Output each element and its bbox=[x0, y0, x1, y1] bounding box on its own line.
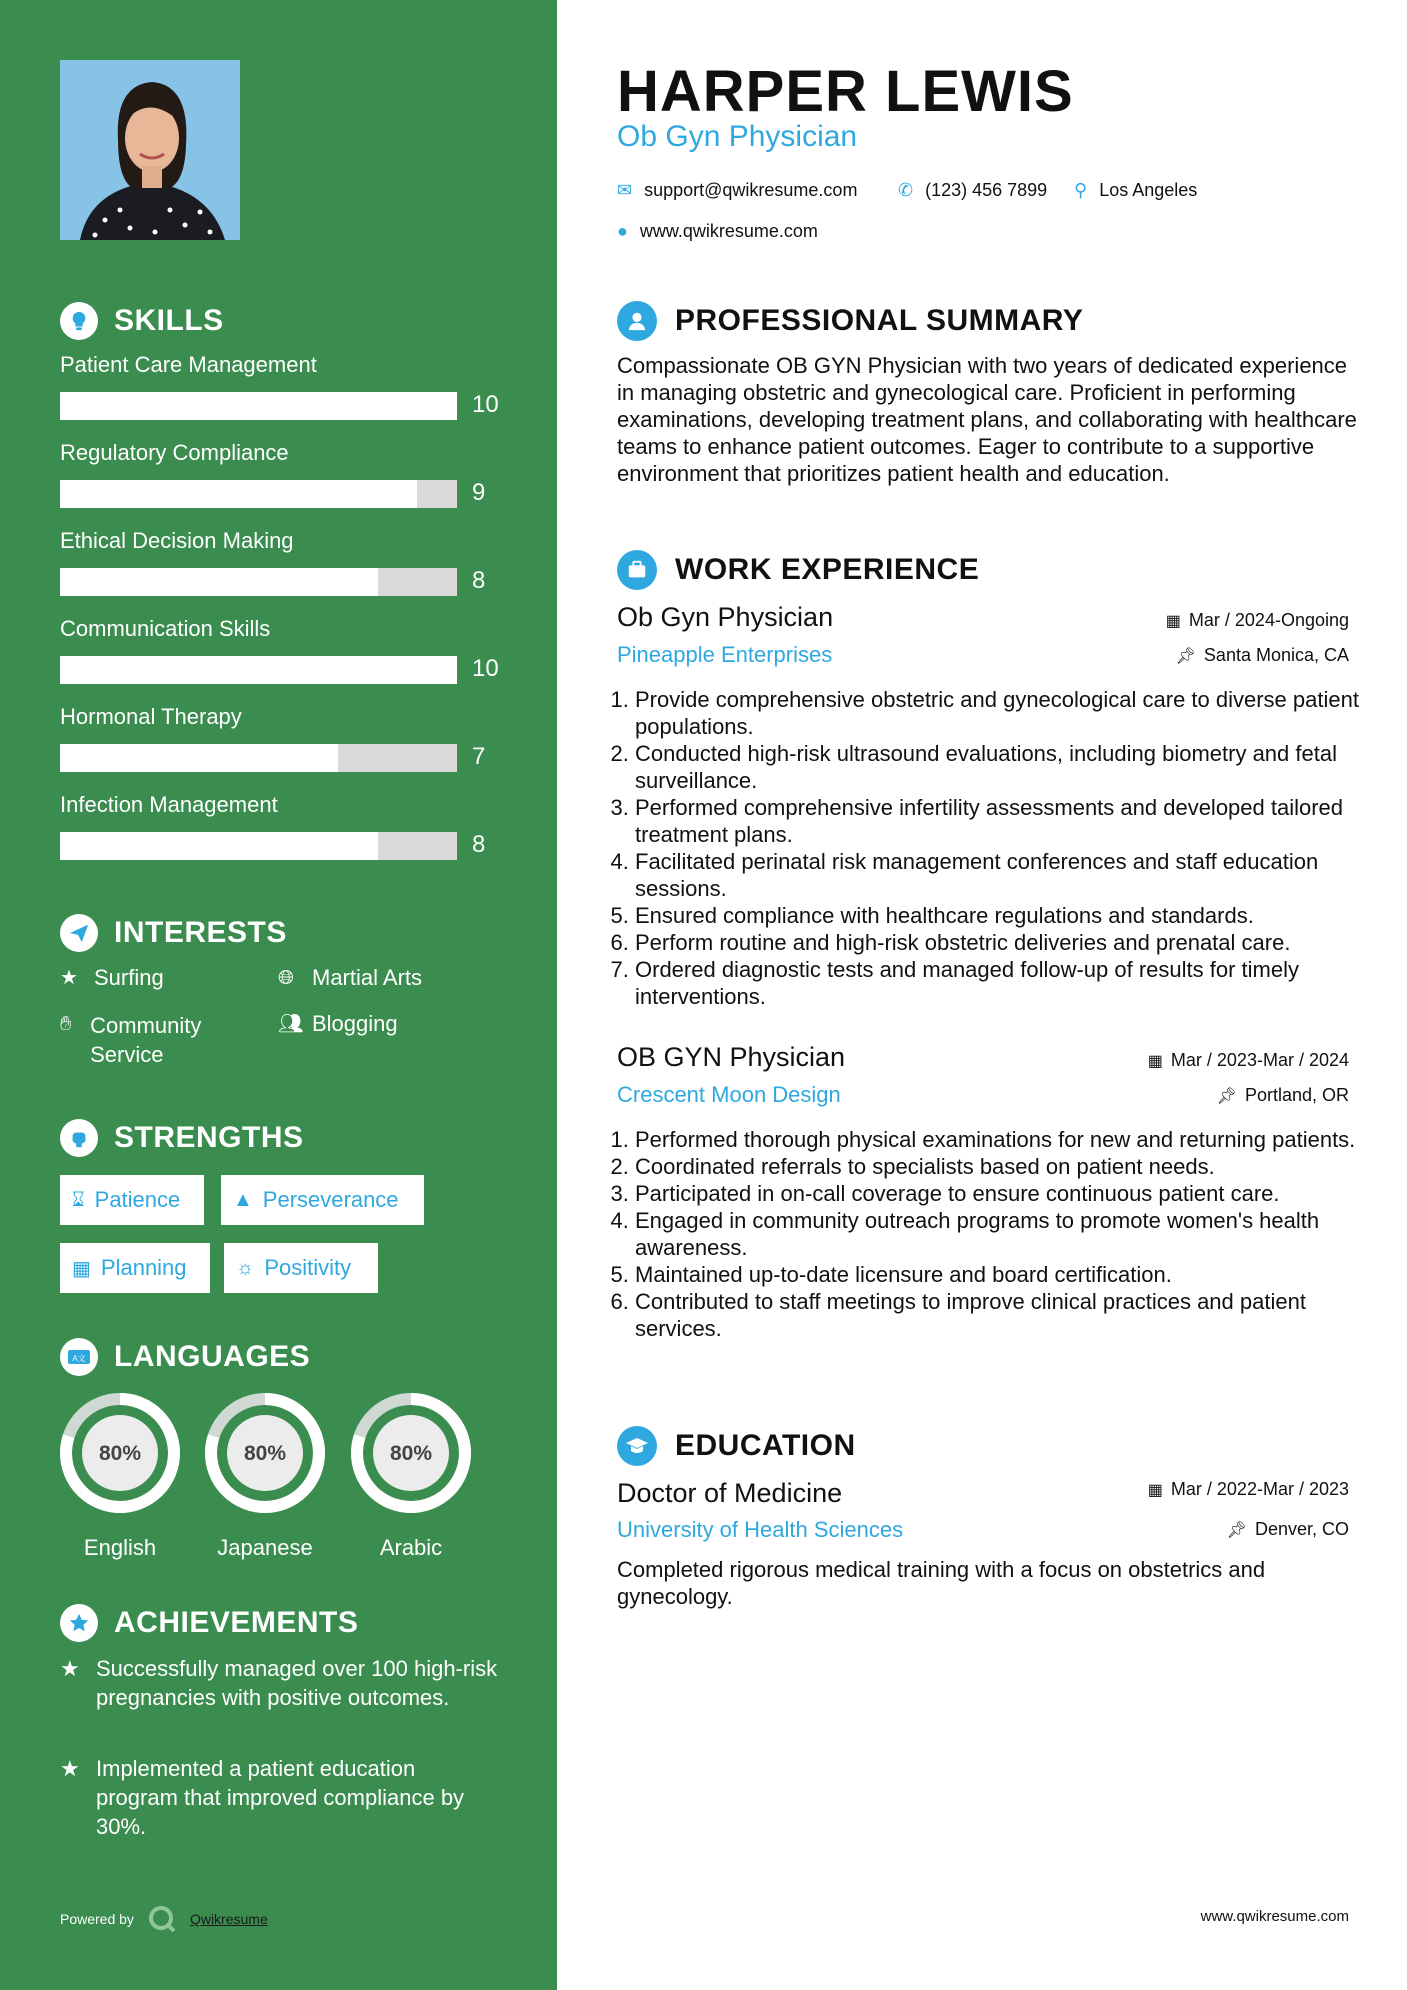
pushpin-icon: 📌︎ bbox=[1216, 1087, 1237, 1105]
skill-bar bbox=[60, 480, 457, 508]
skills-title: SKILLS bbox=[114, 304, 224, 337]
svg-text:A文: A文 bbox=[72, 1354, 86, 1363]
phone-text: (123) 456 7899 bbox=[925, 180, 1048, 200]
strength-badge bbox=[60, 1243, 210, 1293]
calendar-icon: ▦ bbox=[1147, 1481, 1163, 1499]
paper-plane-icon bbox=[60, 914, 98, 952]
duty-item: 2. Coordinated referrals to specialists based on patient needs. bbox=[635, 1153, 1375, 1180]
candidate-name: HARPER LEWIS bbox=[617, 59, 1074, 124]
duty-item: 3. Participated in on-call coverage to ensure continuous patient care. bbox=[635, 1180, 1375, 1207]
education-heading bbox=[617, 1426, 856, 1466]
job-location bbox=[1176, 645, 1349, 666]
language-item bbox=[346, 1388, 476, 1561]
contact-location bbox=[1074, 180, 1197, 201]
translate-icon bbox=[60, 1338, 98, 1376]
work-title: WORK EXPERIENCE bbox=[675, 553, 980, 586]
pushpin-icon: 📌︎ bbox=[1175, 647, 1196, 665]
duty-item: 1. Provide comprehensive obstetric and gynecological care to diverse patient populations. bbox=[635, 686, 1375, 740]
strengths-heading bbox=[60, 1119, 304, 1157]
school-name: University of Health Sciences bbox=[617, 1517, 904, 1542]
duty-item: 1. Performed thorough physical examinations for new and returning patients. bbox=[635, 1126, 1375, 1153]
interest-item bbox=[60, 1011, 250, 1069]
strength-label: Positivity bbox=[264, 1255, 352, 1280]
job-dates bbox=[1166, 610, 1349, 631]
skill-bar-fill bbox=[60, 656, 457, 684]
duty-item: 6. Contributed to staff meetings to improve clinical practices and patient services. bbox=[635, 1288, 1375, 1342]
strength-label: Planning bbox=[100, 1255, 187, 1280]
duty-item: 6. Perform routine and high-risk obstetric deliveries and prenatal care. bbox=[635, 929, 1375, 956]
calendar-icon: ▦ bbox=[1147, 1052, 1163, 1070]
strength-badge bbox=[224, 1243, 378, 1293]
duty-item: 4. Engaged in community outreach programs to promote women's health awareness. bbox=[635, 1207, 1375, 1261]
website-link[interactable]: www.qwikresume.com bbox=[639, 221, 818, 241]
achievement-item bbox=[60, 1754, 500, 1841]
skill-bar bbox=[60, 568, 457, 596]
star-icon: ★ bbox=[60, 1656, 80, 1681]
calendar-icon: ▦ bbox=[1165, 612, 1181, 630]
email-link[interactable]: support@qwikresume.com bbox=[644, 180, 858, 200]
job-location-text: Portland, OR bbox=[1244, 1085, 1349, 1105]
skills-heading bbox=[60, 302, 224, 340]
hourglass-icon: ⌛︎ bbox=[72, 1188, 85, 1211]
duty-item: 4. Facilitated perinatal risk management conferences and staff education sessions. bbox=[635, 848, 1375, 902]
achievements-heading bbox=[60, 1604, 358, 1642]
powered-by-label: Powered by bbox=[60, 1911, 134, 1927]
star-icon: ★ bbox=[60, 1756, 80, 1781]
achievement-text: Successfully managed over 100 high-risk pregnancies with positive outcomes. bbox=[96, 1656, 498, 1710]
language-item bbox=[55, 1388, 185, 1561]
education-location-text: Denver, CO bbox=[1254, 1519, 1349, 1539]
interests-heading bbox=[60, 914, 287, 952]
language-percent: 80% bbox=[243, 1442, 287, 1465]
job-dates-text: Mar / 2024-Ongoing bbox=[1188, 610, 1349, 630]
education-location bbox=[1227, 1519, 1349, 1540]
user-icon bbox=[617, 301, 657, 341]
education-description: Completed rigorous medical training with a focus on obstetrics and gynecology. bbox=[617, 1557, 1266, 1609]
skill-value: 8 bbox=[472, 567, 486, 594]
skill-label: Patient Care Management bbox=[60, 352, 317, 377]
interest-label: Surfing bbox=[94, 965, 164, 990]
interest-item bbox=[60, 965, 164, 991]
skill-bar-fill bbox=[60, 568, 378, 596]
languages-title: LANGUAGES bbox=[114, 1340, 311, 1373]
skill-value: 8 bbox=[472, 831, 486, 858]
strength-label: Patience bbox=[94, 1187, 181, 1212]
job-location bbox=[1217, 1085, 1349, 1106]
duty-item: 5. Ensured compliance with healthcare regulations and standards. bbox=[635, 902, 1375, 929]
contact-phone bbox=[898, 180, 1047, 201]
skill-bar bbox=[60, 744, 457, 772]
duty-item: 2. Conducted high-risk ultrasound evaluations, including biometry and fetal surveillance. bbox=[635, 740, 1375, 794]
users-icon: 👥︎ bbox=[278, 1013, 304, 1035]
lightbulb-icon bbox=[60, 302, 98, 340]
education-title: EDUCATION bbox=[675, 1429, 856, 1462]
work-heading bbox=[617, 550, 979, 590]
language-ring bbox=[346, 1388, 476, 1518]
skill-bar-fill bbox=[60, 392, 457, 420]
sidebar bbox=[0, 0, 557, 1990]
globe-icon: ● bbox=[617, 221, 628, 241]
sun-icon: ☼ bbox=[236, 1256, 255, 1279]
strengths-title: STRENGTHS bbox=[114, 1121, 304, 1154]
job-title: OB GYN Physician bbox=[617, 1042, 846, 1072]
achievement-text: Implemented a patient education program that improved compliance by 30%. bbox=[96, 1756, 465, 1839]
interest-item bbox=[278, 965, 422, 991]
award-star-icon bbox=[60, 1604, 98, 1642]
job-title: Ob Gyn Physician bbox=[617, 602, 834, 632]
company-name: Crescent Moon Design bbox=[617, 1082, 841, 1107]
skill-bar bbox=[60, 656, 457, 684]
skill-label: Communication Skills bbox=[60, 616, 271, 641]
achievement-item bbox=[60, 1654, 500, 1712]
achievements-title: ACHIEVEMENTS bbox=[114, 1606, 359, 1639]
hand-icon: ✋︎ bbox=[60, 1013, 72, 1035]
interest-label: Blogging bbox=[312, 1011, 398, 1036]
interest-label: Martial Arts bbox=[312, 965, 423, 990]
strength-badge bbox=[221, 1175, 424, 1225]
language-item bbox=[200, 1388, 330, 1561]
envelope-icon: ✉ bbox=[617, 180, 633, 200]
phone-icon: ✆ bbox=[898, 180, 914, 200]
brand-link[interactable]: Qwikresume bbox=[189, 1911, 268, 1927]
powered-by bbox=[60, 1905, 268, 1933]
graduation-cap-icon bbox=[617, 1426, 657, 1466]
languages-heading bbox=[60, 1338, 310, 1376]
job-dates bbox=[1148, 1050, 1349, 1071]
job-dates-text: Mar / 2023-Mar / 2024 bbox=[1170, 1050, 1349, 1070]
summary-heading bbox=[617, 301, 1083, 341]
skill-value: 10 bbox=[472, 655, 499, 682]
job-duties bbox=[617, 686, 1375, 1010]
job-duties bbox=[617, 1126, 1375, 1342]
duty-item: 7. Ordered diagnostic tests and managed follow-up of results for timely interventions. bbox=[635, 956, 1375, 1010]
language-ring bbox=[200, 1388, 330, 1518]
briefcase-icon bbox=[617, 550, 657, 590]
skill-label: Infection Management bbox=[60, 792, 278, 817]
star-icon: ★ bbox=[60, 967, 78, 989]
language-label: English bbox=[83, 1535, 157, 1560]
skill-bar-fill bbox=[60, 480, 417, 508]
skill-label: Ethical Decision Making bbox=[60, 528, 294, 553]
footer-website[interactable]: www.qwikresume.com bbox=[1200, 1908, 1349, 1925]
skill-label: Hormonal Therapy bbox=[60, 704, 242, 729]
qwikresume-logo-icon bbox=[148, 1905, 176, 1933]
calendar-icon: ▦ bbox=[72, 1257, 91, 1280]
skill-value: 10 bbox=[472, 391, 499, 418]
language-label: Arabic bbox=[379, 1535, 443, 1560]
language-ring bbox=[55, 1388, 185, 1518]
skill-label: Regulatory Compliance bbox=[60, 440, 289, 465]
candidate-role: Ob Gyn Physician bbox=[617, 120, 858, 153]
contact-website bbox=[617, 221, 818, 242]
degree-title: Doctor of Medicine bbox=[617, 1478, 843, 1508]
location-text: Los Angeles bbox=[1099, 180, 1198, 200]
profile-photo bbox=[60, 60, 240, 240]
strength-badge bbox=[60, 1175, 204, 1225]
language-label: Japanese bbox=[217, 1535, 313, 1560]
education-dates bbox=[1148, 1479, 1349, 1500]
interest-item bbox=[278, 1011, 398, 1037]
interest-label: Community Service bbox=[90, 1013, 202, 1067]
job-location-text: Santa Monica, CA bbox=[1203, 645, 1349, 665]
skill-value: 7 bbox=[472, 743, 486, 770]
skill-bar-fill bbox=[60, 744, 338, 772]
education-dates-text: Mar / 2022-Mar / 2023 bbox=[1170, 1479, 1349, 1499]
summary-title: PROFESSIONAL SUMMARY bbox=[675, 304, 1084, 337]
map-pin-icon: ⚲ bbox=[1074, 180, 1088, 200]
language-percent: 80% bbox=[389, 1442, 433, 1465]
globe-icon: 🌐︎ bbox=[278, 967, 294, 989]
pushpin-icon: 📌︎ bbox=[1226, 1521, 1247, 1539]
road-icon: ▲ bbox=[233, 1188, 253, 1211]
summary-text: Compassionate OB GYN Physician with two years of dedicated experience in managing obstetric and gynecological care. Proficient in performing examinations, developing treatment plans, and collaborating with healthcare teams to enhance patient outcomes. Eager to contribute to a supportive environment that prioritizes patient health and education. bbox=[617, 353, 1357, 486]
language-percent: 80% bbox=[98, 1442, 142, 1465]
interests-title: INTERESTS bbox=[114, 916, 287, 949]
duty-item: 5. Maintained up-to-date licensure and board certification. bbox=[635, 1261, 1375, 1288]
skill-value: 9 bbox=[472, 479, 486, 506]
fist-icon bbox=[60, 1119, 98, 1157]
strength-label: Perseverance bbox=[262, 1187, 399, 1212]
duty-item: 3. Performed comprehensive infertility assessments and developed tailored treatment plans. bbox=[635, 794, 1375, 848]
skill-bar bbox=[60, 832, 457, 860]
skill-bar-fill bbox=[60, 832, 378, 860]
company-name: Pineapple Enterprises bbox=[617, 642, 833, 667]
skill-bar bbox=[60, 392, 457, 420]
contact-email bbox=[617, 180, 857, 201]
